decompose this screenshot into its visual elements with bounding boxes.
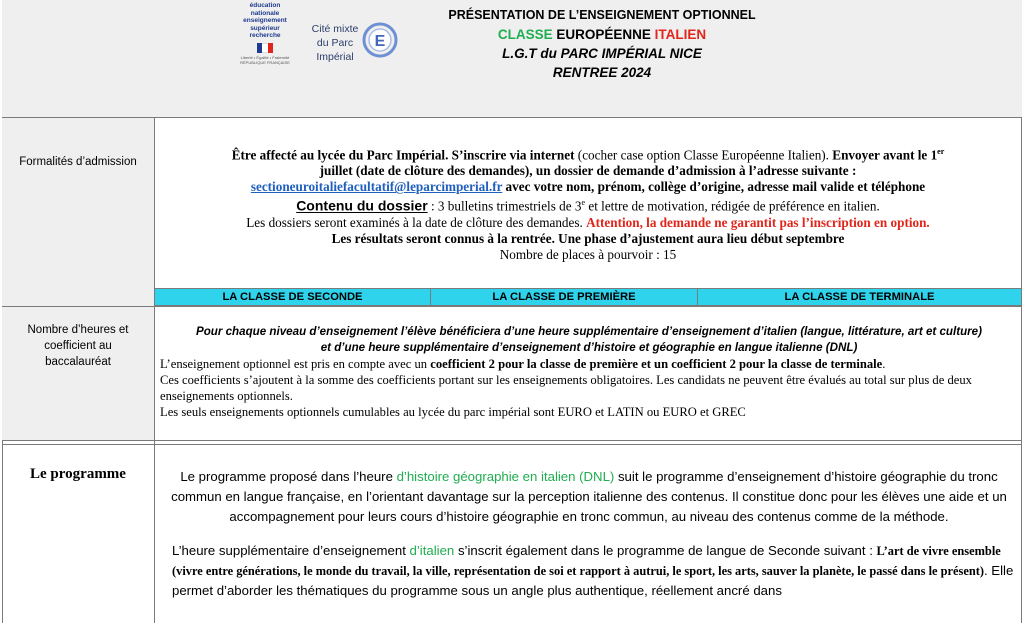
logo-parc-line2: du Parc Impérial bbox=[316, 37, 354, 63]
parc-e-icon bbox=[362, 22, 398, 58]
email-link[interactable]: sectioneuroitaliefacultatif@leparcimperial.fr bbox=[250, 179, 503, 195]
title-line3: L.G.T du PARC IMPÉRIAL NICE bbox=[502, 46, 702, 61]
admission-line6 bbox=[155, 231, 1021, 247]
admission-p2-bold: juillet (date de clôture des demandes), un dossier de demande d’admission à l’adresse suivante : bbox=[319, 163, 857, 179]
programme-p2-b: s’inscrit également dans le programme de langue de Seconde suivant : bbox=[454, 543, 877, 558]
logo-academie-line: enseignement bbox=[243, 17, 287, 25]
dossier-text-a: : 3 bulletins trimestriels de 3 bbox=[427, 198, 582, 214]
tab-seconde: LA CLASSE DE SECONDE bbox=[155, 288, 431, 306]
hours-intro1: Pour chaque niveau d’enseignement l’élève bénéficiera d’une heure supplémentaire d’enseignement d’italien (langue, littérature, art et culture) bbox=[195, 325, 982, 338]
hours-content bbox=[160, 324, 1018, 420]
row-divider bbox=[2, 306, 1022, 307]
admission-label: Formalités d’admission bbox=[19, 156, 137, 168]
tab-premiere: LA CLASSE DE PREMIÈRE bbox=[431, 288, 698, 306]
logo-academie-republique: Liberté • Égalité • Fraternité RÉPUBLIQUE FRANÇAISE bbox=[240, 54, 290, 65]
logo-parc-letter: E bbox=[374, 33, 386, 50]
admission-line2 bbox=[155, 163, 1021, 179]
programme-p2-bold: L’art de vivre ensemble (vivre entre générations, le monde du travail, la ville, représentation de soi et rapport à autrui, le sport, les arts, sauver la planète, le passé dans le présent) bbox=[172, 544, 1001, 578]
logo-academie-line: supérieur bbox=[250, 24, 280, 32]
admission-line5 bbox=[155, 215, 1021, 231]
class-level-tabs bbox=[155, 288, 1021, 306]
admission-p3-bold: avec votre nom, prénom, collège d’origine, adresse mail valide et téléphone bbox=[502, 179, 926, 195]
logo-parc-line1: Cité mixte bbox=[311, 23, 359, 35]
programme-p1-dnl: d’histoire géographie en italien (DNL) bbox=[396, 469, 615, 484]
row-divider bbox=[2, 440, 1022, 441]
admission-p1-bold: Être affecté au lycée du Parc Impérial. S’inscrire via internet bbox=[231, 147, 575, 163]
hours-label: Nombre d’heures et coefficient au baccalauréat bbox=[27, 324, 129, 368]
document-header bbox=[2, 0, 1022, 118]
hours-intro2: et d’une heure supplémentaire d’enseignement d’histoire et géographie en langue italienne (DNL) bbox=[320, 341, 858, 354]
admission-warning: Attention, la demande ne garantit pas l’inscription en option. bbox=[586, 214, 930, 230]
programme-content bbox=[160, 467, 1018, 615]
title-italien: ITALIEN bbox=[654, 27, 707, 42]
programme-paragraph2 bbox=[160, 541, 1018, 601]
hours-l1-c: . bbox=[882, 357, 886, 371]
admission-p1-sup: er bbox=[937, 147, 945, 156]
programme-p2-italien: d’italien bbox=[409, 543, 455, 558]
hours-line3: Les seuls enseignements optionnels cumulables au lycée du parc impérial sont EURO et LATIN ou EURO et GREC bbox=[160, 405, 746, 419]
tab-terminale: LA CLASSE DE TERMINALE bbox=[698, 288, 1021, 306]
dossier-text-b: et lettre de motivation, rédigée de préférence en italien. bbox=[585, 198, 880, 214]
admission-line3 bbox=[155, 179, 1021, 195]
programme-p2-a: L’heure supplémentaire d’enseignement bbox=[172, 543, 410, 558]
logo-academie-line: nationale bbox=[250, 9, 280, 17]
programme-p1-b: suit le programme d’enseignement d’histoire géographie du tronc commun en langue française, en l’orientant davantage sur la perception italienne des contenus. Il constitue donc pour les élèves une aide et un accompagnement pour leurs cours d’histoire géographie en tronc commun, au niveau des contenus comme de la méthode. bbox=[171, 469, 1007, 524]
admission-p5-normal: Les dossiers seront examinés à la date de clôture des demandes. bbox=[246, 214, 587, 230]
hours-coefficient-line bbox=[160, 356, 1018, 372]
title-line4: RENTREE 2024 bbox=[552, 65, 652, 80]
admission-p1-normal: (cocher case option Classe Européenne Italien). bbox=[574, 147, 833, 163]
admission-p1-bold2: Envoyer avant le 1 bbox=[832, 147, 938, 163]
document-title bbox=[432, 6, 772, 82]
admission-line1 bbox=[155, 144, 1021, 163]
logo-academie-line: éducation bbox=[249, 2, 281, 9]
places-count: Nombre de places à pourvoir : 15 bbox=[499, 246, 677, 262]
dossier-sup: e bbox=[581, 198, 586, 208]
parc-imperial-logo bbox=[300, 20, 410, 76]
title-europeenne: EUROPÉENNE bbox=[556, 27, 651, 42]
hours-l1-a: L’enseignement optionnel est pris en compte avec un bbox=[160, 357, 431, 371]
programme-label: Le programme bbox=[30, 466, 126, 482]
hours-line2: Ces coefficients s’ajoutent à la somme des coefficients portant sur les enseignements obligatoires. Les candidats ne peuvent être évalués au total sur plus de deux enseignements optionnels. bbox=[160, 373, 972, 403]
admission-p6-bold: Les résultats seront connus à la rentrée. Une phase d’ajustement aura lieu début septembre bbox=[331, 230, 845, 246]
hours-coefficient: coefficient 2 pour la classe de première et un coefficient 2 pour la classe de terminale bbox=[430, 357, 883, 371]
dossier-label: Contenu du dossier bbox=[296, 197, 428, 214]
programme-p1-a: Le programme proposé dans l’heure bbox=[180, 469, 397, 484]
programme-paragraph1 bbox=[160, 467, 1018, 527]
academie-logo bbox=[234, 2, 296, 80]
admission-label-cell bbox=[2, 118, 154, 306]
row-divider-double bbox=[2, 444, 1022, 445]
admission-content bbox=[155, 144, 1021, 263]
programme-p2-c: . Elle permet d’aborder les thématiques du programme sous un angle plus authentique, réellement ancré dans bbox=[172, 563, 1014, 598]
title-classe: CLASSE bbox=[497, 27, 553, 42]
admission-line4 bbox=[155, 195, 1021, 214]
title-line2 bbox=[432, 25, 772, 44]
french-flag-icon bbox=[257, 43, 273, 53]
logo-academie-line: recherche bbox=[249, 32, 281, 40]
title-line1: PRÉSENTATION DE L’ENSEIGNEMENT OPTIONNEL bbox=[448, 8, 756, 22]
